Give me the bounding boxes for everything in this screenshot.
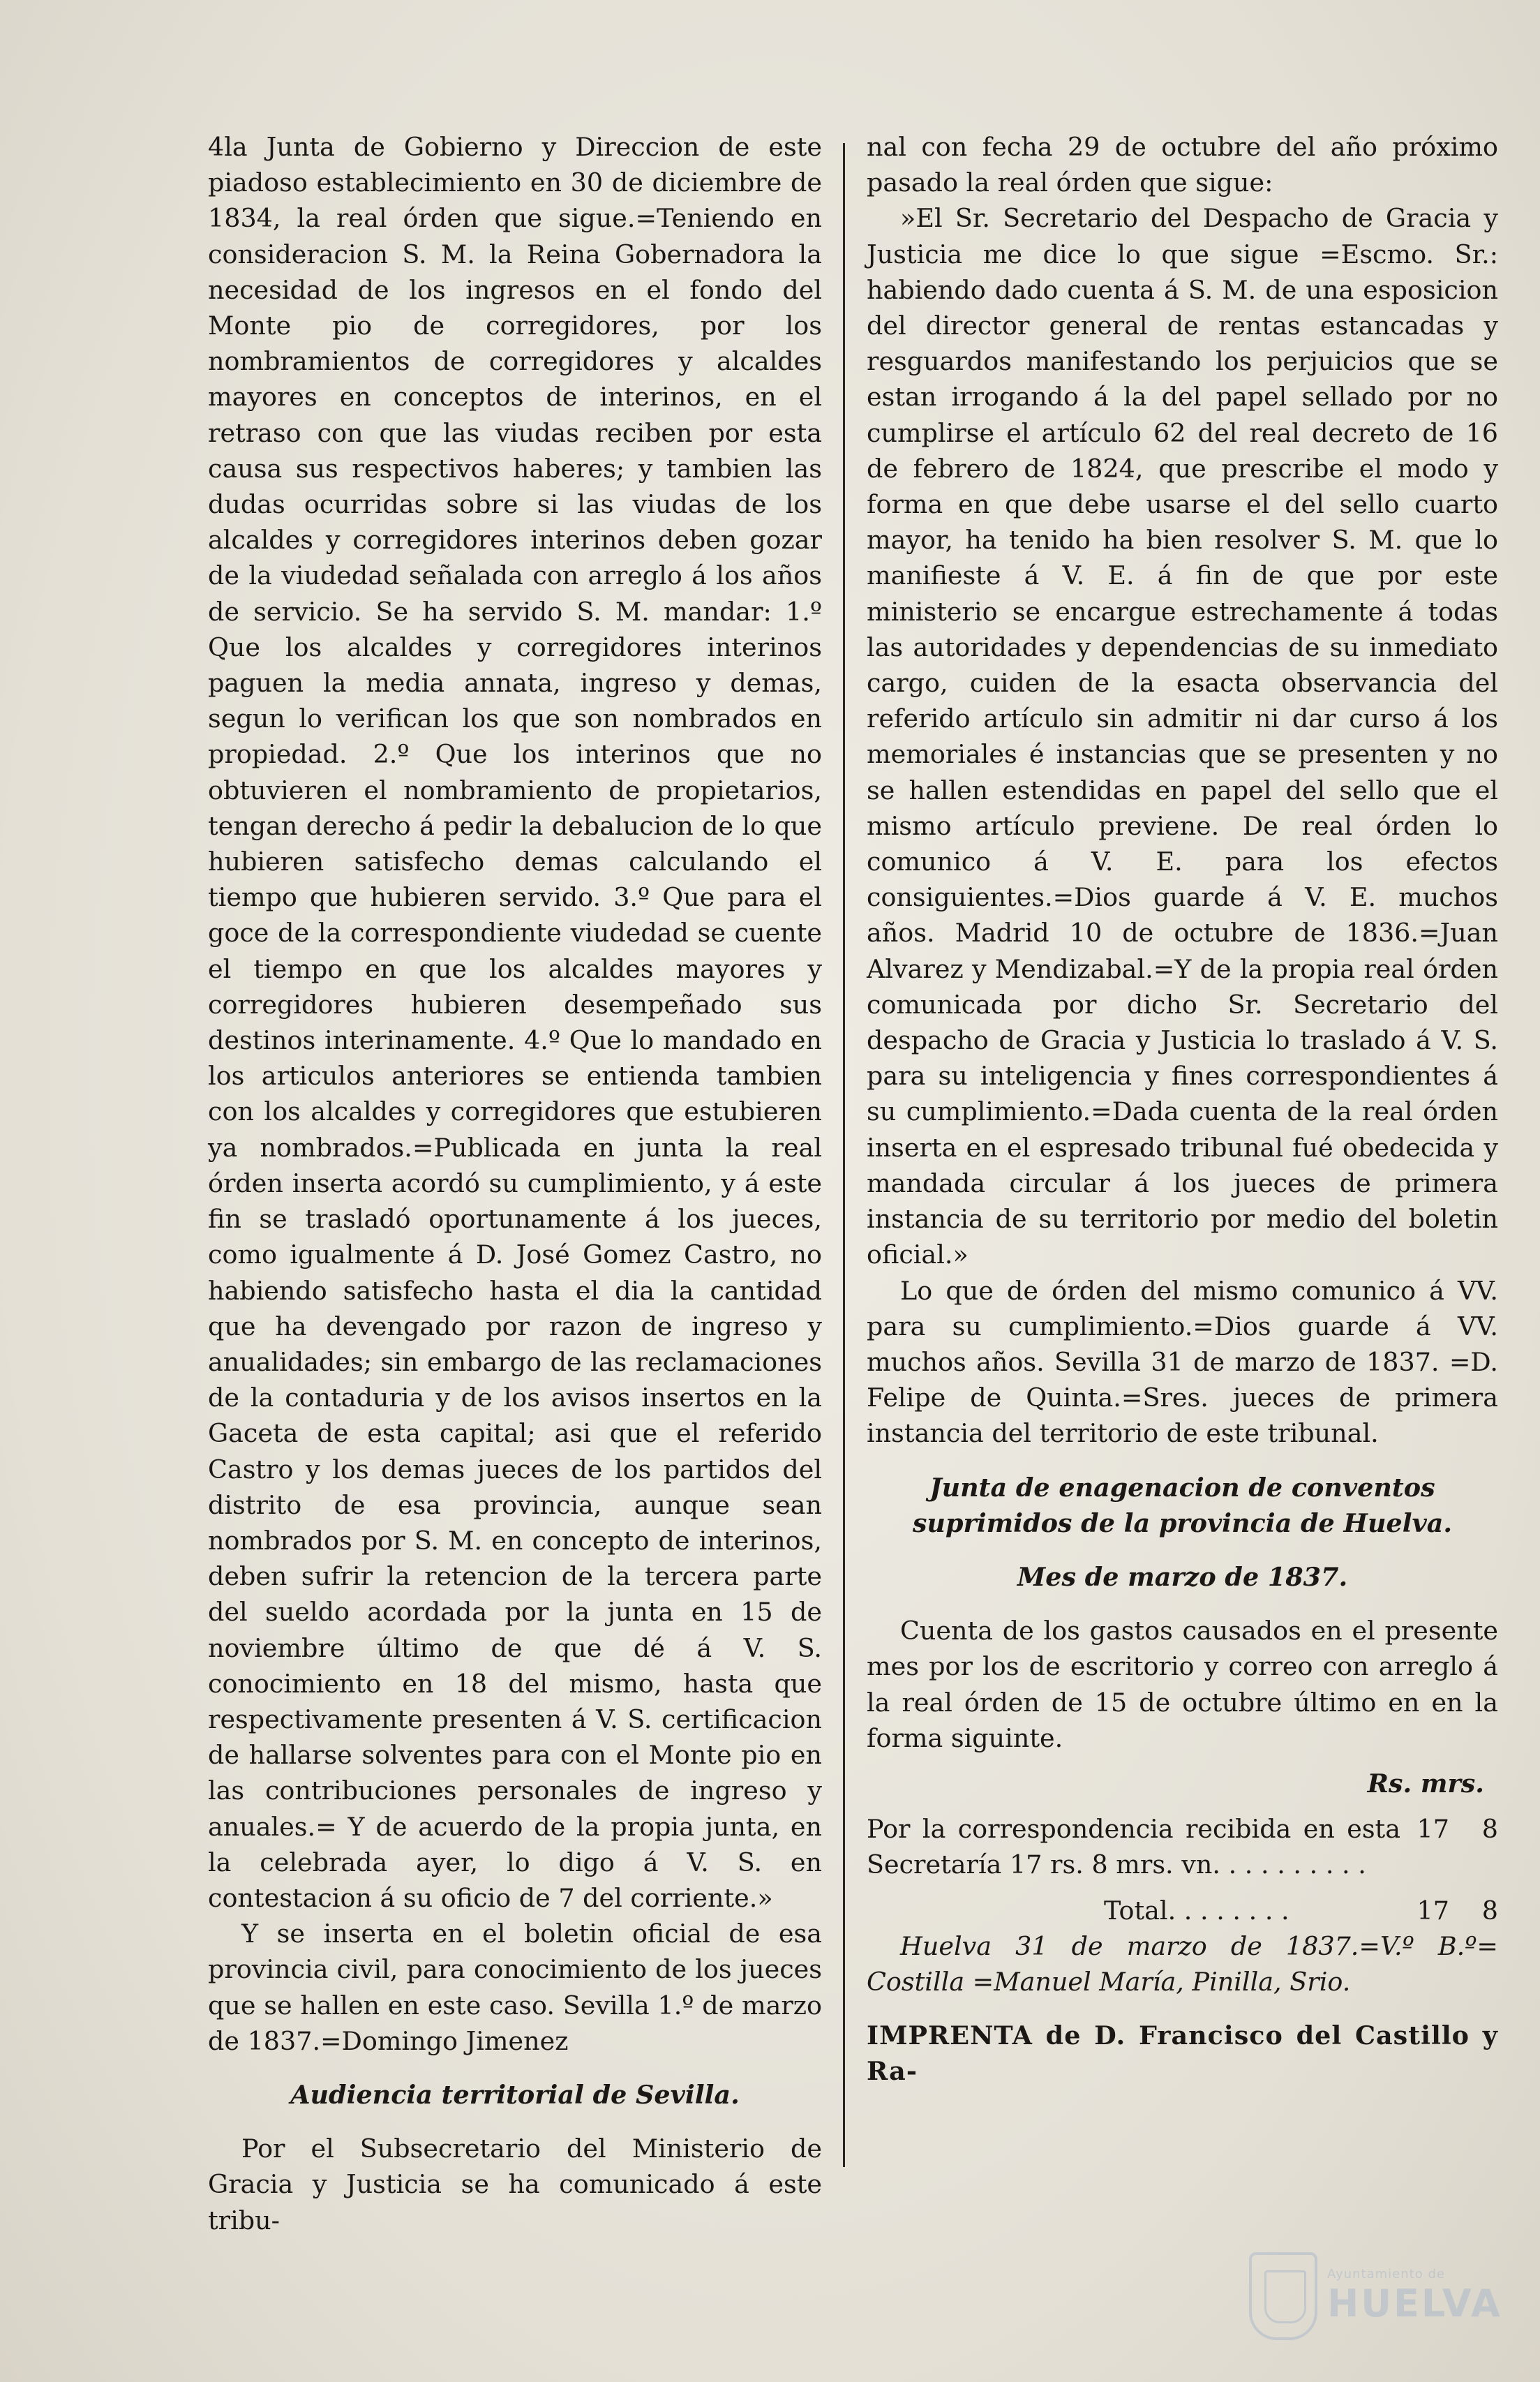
mes-heading: Mes de marzo de 1837.: [1017, 1561, 1348, 1592]
right-paragraph-2: »El Sr. Secretario del Despacho de Gracia y Justicia me dice lo que sigue =Escmo. Sr.: habiendo dado cuenta á S. M. de una esposicion del director general de rentas estancadas y resguardos manifestando los perjuicios que se estan irrogando á la del papel sellado por no cumplirse el artículo 62 del real decreto de 16 de febrero de 1824, que prescribe el modo y forma en que debe usarse el del sello cuarto mayor, ha tenido ha bien resolver S. M. que lo manifieste á V. E. á fin de que por este ministerio se encargue estrechamente á todas las autoridades y dependencias de su inmediato cargo, cuiden de la esacta observancia del referido artículo sin admitir ni dar curso á los memoriales é instancias que se presenten y no se hallen estendidas en papel del sello que el mismo artículo previene. De real órden lo comunico á V. E. para los efectos consiguientes.=Dios guarde á V. E. muchos años. Madrid 10 de octubre de 1836.=Juan Alvarez y Mendizabal.=Y de la propia real órden comunicada por dicho Sr. Secretario del despacho de Gracia y Justicia lo traslado á V. S. para su inteligencia y fines correspondientes á su cumplimiento.=Dada cuenta de la real órden inserta en el espresado tribunal fué obedecida y mandada circular á los jueces de primera instancia de su territorio por medio del boletin oficial.»: [867, 203, 1498, 1270]
column-divider: [843, 143, 845, 2167]
account-total-mrs: 8: [1481, 1895, 1498, 1926]
account-entry-label: Por la correspondencia recibida en esta Secretaría 17 rs. 8 mrs. vn. . . . . . . . . .: [867, 1814, 1400, 1880]
watermark-text: [1327, 2267, 1502, 2325]
audiencia-heading: Audiencia territorial de Sevilla.: [290, 2079, 740, 2110]
account-entry: [867, 1811, 1498, 1882]
cuenta-paragraph: Cuenta de los gastos causados en el presente mes por los de escritorio y correo con arreglo á la real órden de 15 de octubre último en en la forma siguinte.: [867, 1616, 1498, 1753]
account-total-rs: 17: [1416, 1895, 1449, 1926]
right-column: [867, 129, 1498, 2090]
coat-of-arms-icon: [1249, 2252, 1317, 2340]
right-paragraph-3: Lo que de órden del mismo comunico á VV. para su cumplimiento.=Dios guarde á VV. muchos años. Sevilla 31 de marzo de 1837. =D. Felipe de Quinta.=Sres. jueces de primera instancia del territorio de este tribunal.: [867, 1275, 1498, 1449]
account-total: [867, 1893, 1498, 1928]
account-entry-rs: 17: [1416, 1814, 1449, 1845]
junta-heading: Junta de enagenacion de conventos suprimidos de la provincia de Huelva.: [912, 1472, 1453, 1538]
account-entry-mrs: 8: [1481, 1814, 1498, 1845]
watermark-top: Ayuntamiento de: [1327, 2267, 1445, 2281]
left-column: [208, 129, 822, 2238]
left-paragraph-3: Por el Subsecretario del Ministerio de Gracia y Justicia se ha comunicado á este tribu-: [208, 2134, 822, 2235]
left-paragraph-1: 4la Junta de Gobierno y Direccion de este piadoso establecimiento en 30 de diciembre de 1834, la real órden que sigue.=Teniendo en consideracion S. M. la Reina Gobernadora la necesidad de los ingresos en el fondo del Monte pio de corregidores, por los nombramientos de corregidores y alcaldes mayores en conceptos de interinos, en el retraso con que las viudas reciben por esta causa sus respectivos haberes; y tambien las dudas ocurridas sobre si las viudas de los alcaldes y corregidores interinos deben gozar de la viudedad señalada con arreglo á los años de servicio. Se ha servido S. M. mandar: 1.º Que los alcaldes y corregidores interinos paguen la media annata, ingreso y demas, segun lo verifican los que son nombrados en propiedad. 2.º Que los interinos que no obtuvieren el nombramiento de propietarios, tengan derecho á pedir la debalucion de lo que hubieren satisfecho demas calculando el tiempo que hubieren servido. 3.º Que para el goce de la correspondiente viudedad se cuente el tiempo en que los alcaldes mayores y corregidores hubieren desempeñado sus destinos interinamente. 4.º Que lo mandado en los articulos anteriores se entienda tambien con los alcaldes y corregidores que estubieren ya nombrados.=Publicada en junta la real órden inserta acordó su cumplimiento, y á este fin se trasladó oportunamente á los jueces, como igualmente á D. José Gomez Castro, no habiendo satisfecho hasta el dia la cantidad que ha devengado por razon de ingreso y anualidades; sin embargo de las reclamaciones de la contaduria y de los avisos insertos en la Gaceta de esta capital; asi que el referido Castro y los demas jueces de los partidos del distrito de esa provincia, aunque sean nombrados por S. M. en concepto de interinos, deben sufrir la retencion de la tercera parte del sueldo acordada por la junta en 15 de noviembre último de que dé á V. S. conocimiento en 18 del mismo, hasta que respectivamente presenten á V. S. certificacion de hallarse solventes para con el Monte pio en las contribuciones personales de ingreso y anuales.= Y de acuerdo de la propia junta, en la celebrada ayer, lo digo á V. S. en contestacion á su oficio de 7 del corriente.»: [208, 132, 822, 1913]
imprenta-line: IMPRENTA de D. Francisco del Castillo y Ra-: [867, 2020, 1498, 2087]
watermark-bottom: HUELVA: [1327, 2281, 1502, 2325]
signature-paragraph: Huelva 31 de marzo de 1837.=V.º B.º= Costilla =Manuel María, Pinilla, Srio.: [867, 1930, 1498, 1997]
ayuntamiento-watermark: [1249, 2244, 1507, 2348]
account-total-label: Total. . . . . . . .: [1104, 1895, 1289, 1926]
rs-mrs-header: Rs. mrs.: [1367, 1768, 1484, 1799]
right-paragraph-1: nal con fecha 29 de octubre del año próximo pasado la real órden que sigue:: [867, 132, 1498, 198]
left-paragraph-2: Y se inserta en el boletin oficial de esa provincia civil, para conocimiento de los jueces que se hallen en este caso. Sevilla 1.º de marzo de 1837.=Domingo Jimenez: [208, 1919, 822, 2056]
